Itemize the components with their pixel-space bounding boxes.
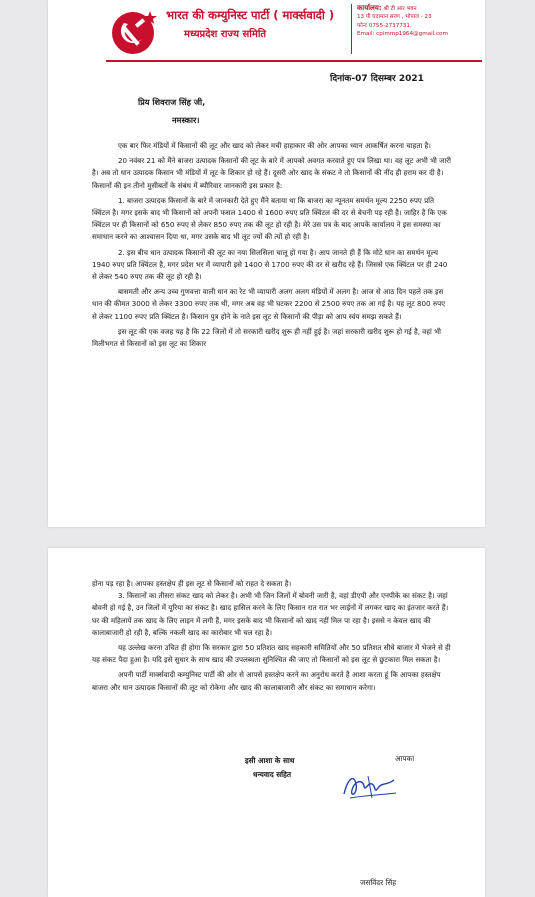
office-label: कार्यालय: [357,4,382,12]
letter-body-page-2 [92,578,452,694]
point-1-paragraph: 1. बाजरा उत्पादक किसानों के बारे में जानकारी देते हुए मैंने बताया था कि बाजरा का न्यूनतम समर्थन मूल्य 2250 रुपए प्रति क्विंटल है। मगर इसके बाद भी किसानों को अपनी फसल 1400 से 1600 रुपए प्रति क्विंटल की दर से बेचनी पड़ रही है। जाहिर है कि एक क्विंटल पर ही किसानों को 650 रुपए से लेकर 850 रुपए तक की लूट हो रही है। मेरे उस पत्र के बाद आपके कार्यालय ने इस समस्या का समाधान करने का आश्वासन दिया था, मगर उसके बाद भी लूट ज्यों की त्यों हो रही है। [92,195,447,242]
letter-date: दिनांक-07 दिसम्बर 2021 [330,74,424,84]
header-divider [351,4,352,54]
point-2-paragraph: 2. इस बीच धान उत्पादक किसानों की लूट का नया सिलसिला चालू हो गया है। आप जानते ही हैं कि मोटे धान का समर्थन मूल्य 1940 रुपए प्रति क्विंटल है, मगर प्रदेश भर में व्यापारी इसे 1400 से 1700 रुपए की दर से खरीद रहे हैं। जिससे एक क्विंटल पर ही 240 से लेकर 540 रुपए तक की लूट हो रही है। [92,247,448,282]
state-committee: मध्यप्रदेश राज्य समिति [184,29,267,40]
office-address [357,4,482,38]
body-paragraph: इस लूट की एक वजह यह है कि 22 जिलों में तो सरकारी खरीद शुरू ही नहीं हुई है। जहां सरकारी खरीद शुरू हो गई है, वहां भी मिलीभगत से किसानों को इस लूट का शिकार [92,326,441,349]
body-paragraph: 20 नवंबर 21 को मैंने बाजरा उत्पादक किसानों की लूट के बारे में आपको अवगत करवाते हुए पत्र लिखा था। वह लूट अभी भी जारी है। अब तो धान उत्पादक किसान भी मंडियों में लूट के शिकार हो रहे हैं। दूसरी ओर खाद के संकट ने तो किसानों की नींद ही हराम कर दी है। किसानों की इन तीनो मुसीबतों के संबंध में ब्यौरिवार जानकारी इस प्रकार है: [92,156,451,190]
greeting: नमस्कार। [172,115,200,125]
sender-name: जसविंदर सिंह [360,878,397,887]
letter-page-2 [48,548,485,897]
letterhead [48,0,485,62]
point-3-paragraph: 3. किसानों का तीसरा संकट खाद को लेकर है। अभी भी जिन जिलों में बोवनी जारी है, वहां डीएपी और एनपीके का संकट है। जहां बोवनी हो गई है, उन जिलों में यूरिया का संकट है। खाद हासिल करने के लिए किसान रात रात भर लाईनों में लगकर खाद का इंतजार करते हैं। घर की महिलायें तक खाद के लिए लाइन में लगी हैं, मगर इसके बाद भी किसानों को खाद नहीं मिल पा रहा है। इससे न केवल खाद की कालाबाजारी हो रही है, बल्कि नकली खाद का कारोबार भी चल रहा है। [92,591,449,637]
hammer-sickle-star-logo [106,9,160,55]
office-phone: फोनः 0755-2737731, [357,22,412,29]
closing-thanks: धन्यवाद सहित [253,770,292,779]
office-address-line: 13 पी घदामान सरण , भोपाल - 23 [357,14,432,21]
office-email: Email: cpimmp1964@gmail.com [357,30,448,37]
request-paragraph: अपनी पार्टी मार्क्सवादी कम्युनिस्ट पार्टी की ओर से आपसे हस्तक्षेप करने का अनुरोध करते है आशा करता हूं कि आपका हस्तक्षेप बाजरा और धान उत्पादक किसानों की लूट को रोकेगा और खाद की कालाबाजारी और संकट का समाधान करेगा। [92,670,441,692]
closing-yours: आपका [395,754,415,763]
party-name: भारत की कम्युनिस्ट पार्टी ( मार्क्सवादी ) [166,8,335,22]
closing-hope: इसी आशा के साथ [245,756,295,765]
letter-page-1 [48,0,485,527]
body-paragraph: बासमती और अन्य उच्च गुणवत्ता वाली धान का रेट भी व्यापारी अलग अलग मंडियों में अलग है। आज से आठ दिन पहले तक इस धान की कीमत 3000 से लेकर 3300 रुपए तक थी, मगर अब वह भी घटकर 2200 से 2500 रुपए तक आ गई है। यह लूट 800 रुपए से लेकर 1100 रुपए प्रति क्विंटल है। किसान पुत्र होने के नाते इस लूट से किसानों की पीड़ा को आप स्वंय समझ सकते हैं। [92,287,446,321]
body-paragraph: होना पड़ रहा है। आपका हस्तक्षेप ही इस लूट से किसानों को राहत दे सकता है। [92,579,292,588]
office-address-line: श्री टी आर भवन [383,6,417,12]
body-paragraph: एक बार फिर मंडियों में किसानों की लूट और खाद को लेकर मची हाहाकार की ओर आपका ध्यान आकर्षित करना चाहता है। [118,141,431,150]
salutation: प्रिय शिवराज सिंह जी, [138,97,206,107]
body-paragraph: यह उल्लेख करना उचित ही होगा कि सरकार द्वारा 50 प्रतिशत खाद सहकारी समितियों और 50 प्रतिशत सीधे बाजार में भेजने से ही यह संकट पैदा हुआ है। यदि इसे सुधार के साथ खाद की उपलब्धता सुनिश्चित की जाए तो किसानों को इस लूट से छुटकारा मिल सकता है। [92,643,451,665]
letter-body-page-1 [92,140,452,350]
header-rule [106,60,482,62]
handwritten-signature [338,768,400,804]
